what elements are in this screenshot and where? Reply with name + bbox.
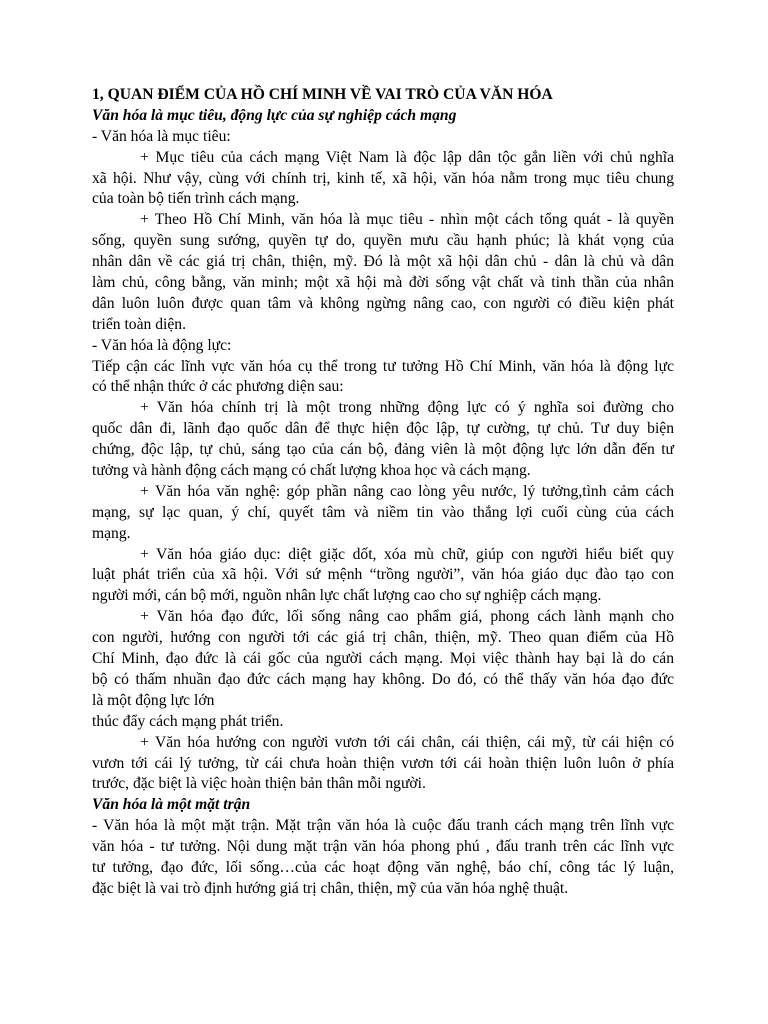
text-line: - Văn hóa là mục tiêu: xyxy=(92,127,231,145)
text-line: trước, đặc biệt là việc hoàn thiện bản thân mỗi người. xyxy=(92,775,426,793)
text-line: Chí Minh, đạo đức là cái gốc của người cách mạng. Mọi việc thành hay bại là do cán xyxy=(92,650,674,668)
text-line: + Văn hóa đạo đức, lối sống nâng cao phẩm giá, phong cách lành mạnh cho xyxy=(140,608,674,626)
text-line: - Văn hóa là một mặt trận. Mặt trận văn hóa là cuộc đấu tranh cách mạng trên lĩnh vực xyxy=(92,817,674,835)
text-line: bộ có thấm nhuần đạo đức cách mạng hay không. Do đó, có thể thấy văn hóa đạo đức xyxy=(92,670,674,688)
text-line: + Văn hóa giáo dục: diệt giặc dốt, xóa mù chữ, giúp con người hiểu biết quy xyxy=(140,545,674,563)
text-line: triển toàn diện. xyxy=(92,315,186,333)
text-line: dân luôn luôn được quan tâm và không ngừng nâng cao, con người có điều kiện phát xyxy=(92,294,674,312)
text-line: văn hóa - tư tưởng. Nội dung mặt trận văn hóa phong phú , đấu tranh trên các lĩnh vực xyxy=(92,838,674,856)
text-line: Tiếp cận các lĩnh vực văn hóa cụ thể trong tư tưởng Hồ Chí Minh, văn hóa là động lực xyxy=(92,357,674,375)
text-line: - Văn hóa là động lực: xyxy=(92,336,232,354)
text-line: luật phát triển của xã hội. Với sứ mệnh “trồng người”, văn hóa giáo dục đào tạo con xyxy=(92,566,674,584)
text-line: của toàn bộ tiến trình cách mạng. xyxy=(92,190,300,208)
section-subheading: Văn hóa là mục tiêu, động lực của sự nghiệp cách mạng xyxy=(92,106,457,124)
text-line: xã hội. Như vậy, cùng với chính trị, kinh tế, xã hội, văn hóa nằm trong mục tiêu chung xyxy=(92,169,674,187)
text-line: con người, hướng con người tới các giá trị chân, thiện, mỹ. Theo quan điểm của Hồ xyxy=(92,629,674,647)
text-line: + Mục tiêu của cách mạng Việt Nam là độc lập dân tộc gắn liền với chủ nghĩa xyxy=(140,148,674,166)
text-line: nhân dân về các giá trị chân, thiện, mỹ. Đó là một xã hội dân chủ - dân là chủ và dân xyxy=(92,253,674,271)
text-line: + Văn hóa văn nghệ: góp phần nâng cao lòng yêu nước, lý tưởng,tình cảm cách xyxy=(140,482,674,500)
text-line: sống, quyền sung sướng, quyền tự do, quyền mưu cầu hạnh phúc; là khát vọng của xyxy=(92,232,674,250)
text-line: có thể nhận thức ở các phương diện sau: xyxy=(92,378,344,396)
text-line: là một động lực lớn xyxy=(92,691,215,709)
text-line: thúc đẩy cách mạng phát triển. xyxy=(92,712,284,730)
text-line: tưởng và hành động cách mạng có chất lượng khoa học và cách mạng. xyxy=(92,462,531,480)
document-heading: 1, QUAN ĐIỂM CỦA HỒ CHÍ MINH VỀ VAI TRÒ CỦA VĂN HÓA xyxy=(92,86,553,103)
text-line: + Văn hóa hướng con người vươn tới cái chân, cái thiện, cái mỹ, từ cái hiện có xyxy=(140,733,674,751)
section-subheading: Văn hóa là một mặt trận xyxy=(92,796,251,814)
text-line: chứng, độc lập, tự chủ, sáng tạo của cán bộ, đảng viên là một động lực lớn dẫn đến tư xyxy=(92,441,674,459)
document-page xyxy=(92,85,674,900)
text-line: tư tưởng, đạo đức, lối sống…của các hoạt động văn nghệ, báo chí, công tác lý luận, xyxy=(92,858,674,876)
text-line: + Theo Hồ Chí Minh, văn hóa là mục tiêu - nhìn một cách tổng quát - là quyền xyxy=(140,211,674,229)
document-body xyxy=(92,106,674,900)
text-line: người mới, cán bộ mới, nguồn nhân lực chất lượng cao cho sự nghiệp cách mạng. xyxy=(92,587,602,605)
text-line: đặc biệt là vai trò định hướng giá trị chân, thiện, mỹ của văn hóa nghệ thuật. xyxy=(92,879,569,897)
text-line: mạng. xyxy=(92,524,131,542)
text-line: vươn tới cái lý tưởng, từ cái chưa hoàn thiện vươn tới cái hoàn thiện luôn luôn ở phía xyxy=(92,754,674,772)
text-line: quốc dân đi, lãnh đạo quốc dân để thực hiện độc lập, tự cường, tự chủ. Tư duy biện xyxy=(92,420,674,438)
text-line: + Văn hóa chính trị là một trong những động lực có ý nghĩa soi đường cho xyxy=(140,399,674,417)
text-line: làm chủ, công bằng, văn minh; một xã hội mà đời sống vật chất và tinh thần của nhân xyxy=(92,274,674,292)
text-line: mạng, sự lạc quan, ý chí, quyết tâm và niềm tin vào thắng lợi cuối cùng của cách xyxy=(92,503,674,521)
